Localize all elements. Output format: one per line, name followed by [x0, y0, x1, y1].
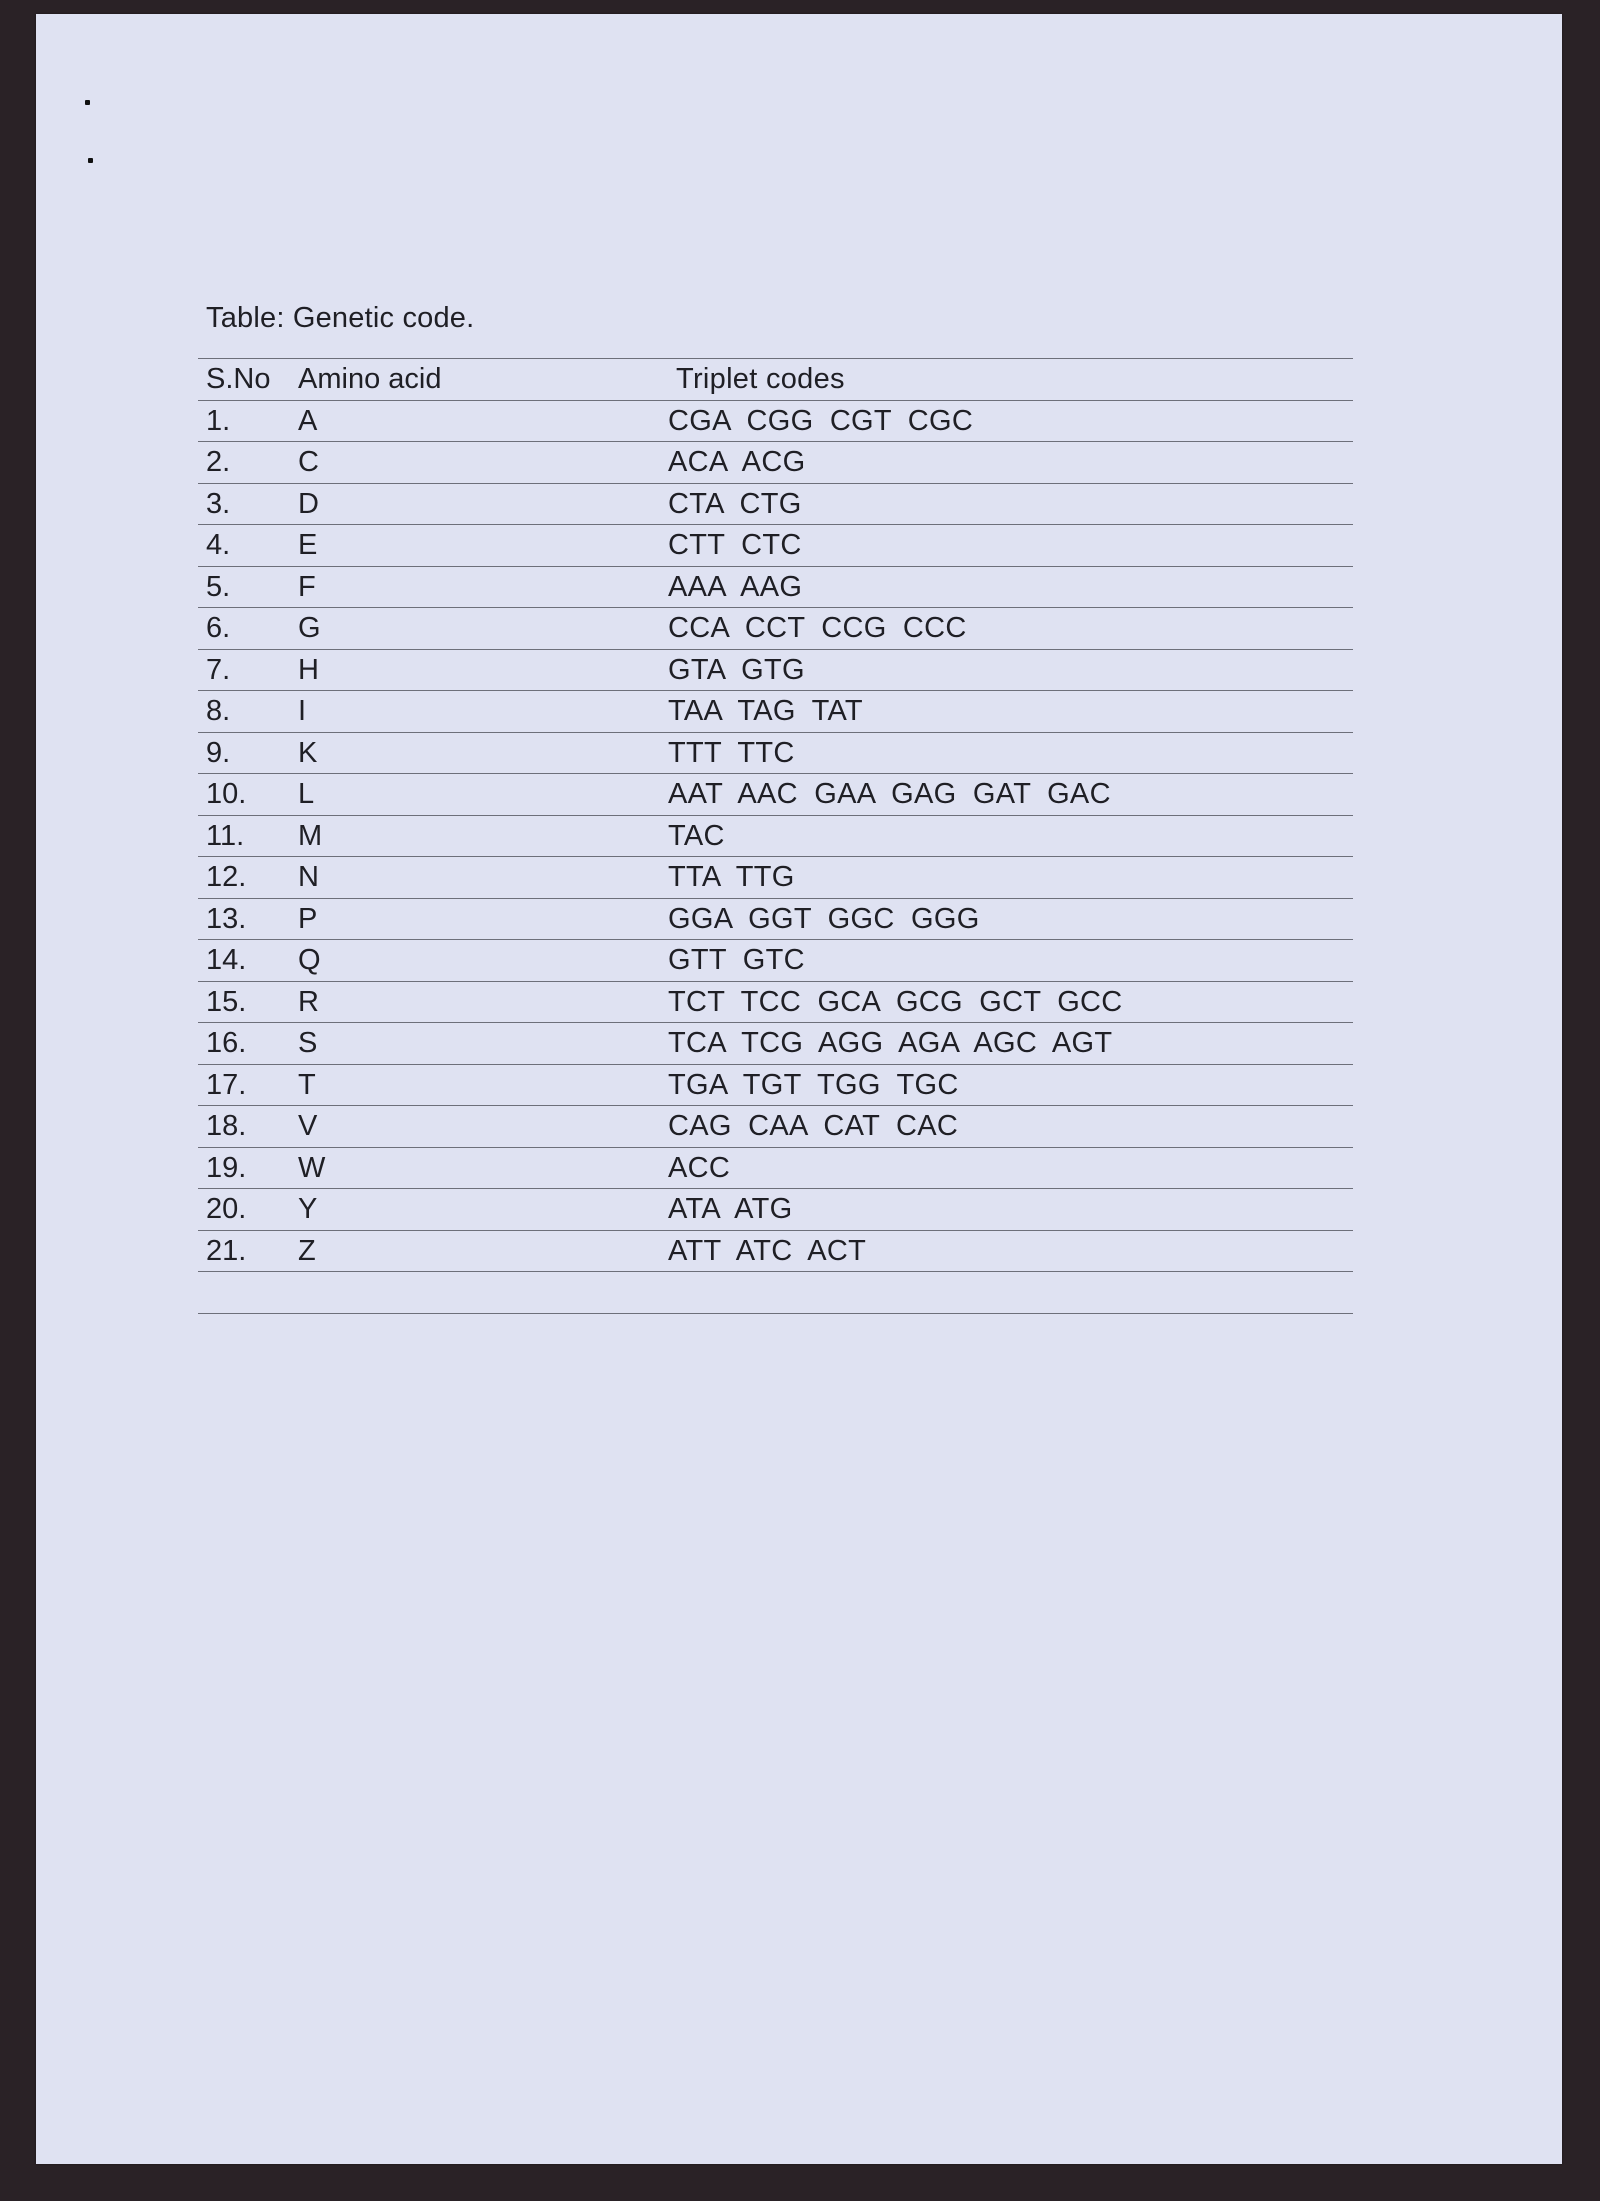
row-sno: 2.	[206, 446, 231, 478]
row-sno: 19.	[206, 1151, 247, 1184]
table-row	[198, 1064, 1353, 1106]
table-row	[198, 566, 1353, 608]
table-row	[198, 1188, 1353, 1230]
row-sno: 12.	[206, 861, 247, 893]
row-amino-acid: K	[298, 736, 318, 769]
row-triplet-codes: ATT ATC ACT	[668, 1234, 867, 1267]
row-sno: 14.	[206, 944, 247, 976]
header-amino-acid: Amino acid	[298, 363, 442, 395]
row-triplet-codes: CTT CTC	[668, 529, 802, 561]
row-amino-acid: V	[298, 1110, 318, 1142]
row-sno: 7.	[206, 653, 231, 686]
row-sno: 11.	[206, 819, 245, 852]
row-triplet-codes: GTA GTG	[668, 653, 805, 686]
row-amino-acid: Q	[298, 944, 321, 976]
row-triplet-codes: TCA TCG AGG AGA AGC AGT	[668, 1027, 1113, 1059]
row-amino-acid: I	[298, 695, 307, 727]
row-triplet-codes: AAA AAG	[668, 570, 803, 603]
table-row	[198, 939, 1353, 981]
row-triplet-codes: CCA CCT CCG CCC	[668, 612, 967, 644]
table-row	[198, 441, 1353, 483]
row-amino-acid: A	[298, 404, 318, 437]
row-sno: 10.	[206, 778, 247, 810]
row-triplet-codes: CGA CGG CGT CGC	[668, 404, 974, 437]
header-sno: S.No	[206, 363, 271, 395]
table-row	[198, 856, 1353, 898]
table-row	[198, 1147, 1353, 1189]
table-row	[198, 773, 1353, 815]
row-amino-acid: F	[298, 570, 316, 603]
row-amino-acid: C	[298, 446, 319, 478]
table-row	[198, 400, 1353, 442]
row-sno: 16.	[206, 1027, 247, 1059]
table-divider	[198, 1271, 1353, 1313]
row-amino-acid: L	[298, 778, 315, 810]
table-caption: Table: Genetic code.	[206, 302, 475, 334]
row-amino-acid: Y	[298, 1193, 318, 1225]
row-triplet-codes: ACC	[668, 1151, 731, 1184]
row-sno: 1.	[206, 404, 231, 437]
row-triplet-codes: GGA GGT GGC GGG	[668, 902, 980, 935]
row-triplet-codes: TCT TCC GCA GCG GCT GCC	[668, 985, 1123, 1018]
table-row	[198, 607, 1353, 649]
row-triplet-codes: ACA ACG	[668, 446, 806, 478]
row-sno: 5.	[206, 570, 231, 603]
row-triplet-codes: TAA TAG TAT	[668, 695, 863, 727]
table-row	[198, 483, 1353, 525]
row-amino-acid: E	[298, 529, 318, 561]
header-triplet-codes: Triplet codes	[676, 363, 845, 395]
genetic-code-table	[198, 358, 1353, 1314]
row-triplet-codes: ATA ATG	[668, 1193, 793, 1225]
table-row	[198, 524, 1353, 566]
ink-mark	[88, 158, 93, 163]
row-amino-acid: Z	[298, 1234, 316, 1267]
row-amino-acid: T	[298, 1068, 316, 1101]
row-amino-acid: D	[298, 487, 319, 520]
table-row	[198, 815, 1353, 857]
row-sno: 17.	[206, 1068, 247, 1101]
row-sno: 21.	[206, 1234, 247, 1267]
row-triplet-codes: AAT AAC GAA GAG GAT GAC	[668, 778, 1111, 810]
row-sno: 15.	[206, 985, 247, 1018]
row-triplet-codes: TGA TGT TGG TGC	[668, 1068, 959, 1101]
table-row	[198, 1105, 1353, 1147]
row-sno: 13.	[206, 902, 247, 935]
table-row	[198, 1022, 1353, 1064]
row-triplet-codes: TTT TTC	[668, 736, 795, 769]
row-triplet-codes: CAG CAA CAT CAC	[668, 1110, 959, 1142]
table-divider	[198, 1313, 1353, 1314]
table-row	[198, 898, 1353, 940]
row-triplet-codes: TAC	[668, 819, 725, 852]
row-amino-acid: P	[298, 902, 318, 935]
row-sno: 18.	[206, 1110, 247, 1142]
table-row	[198, 649, 1353, 691]
ink-mark	[85, 100, 90, 105]
row-amino-acid: G	[298, 612, 321, 644]
row-amino-acid: R	[298, 985, 319, 1018]
table-row	[198, 732, 1353, 774]
row-sno: 3.	[206, 487, 231, 520]
row-triplet-codes: TTA TTG	[668, 861, 795, 893]
table-row	[198, 690, 1353, 732]
row-triplet-codes: CTA CTG	[668, 487, 802, 520]
table-header-row	[198, 358, 1353, 400]
table-row	[198, 1230, 1353, 1272]
row-sno: 9.	[206, 736, 231, 769]
row-amino-acid: W	[298, 1151, 326, 1184]
row-amino-acid: N	[298, 861, 319, 893]
row-sno: 20.	[206, 1193, 247, 1225]
row-amino-acid: M	[298, 819, 323, 852]
row-amino-acid: S	[298, 1027, 318, 1059]
row-sno: 4.	[206, 529, 231, 561]
table-row	[198, 981, 1353, 1023]
row-sno: 8.	[206, 695, 231, 727]
row-sno: 6.	[206, 612, 231, 644]
row-amino-acid: H	[298, 653, 319, 686]
row-triplet-codes: GTT GTC	[668, 944, 805, 976]
